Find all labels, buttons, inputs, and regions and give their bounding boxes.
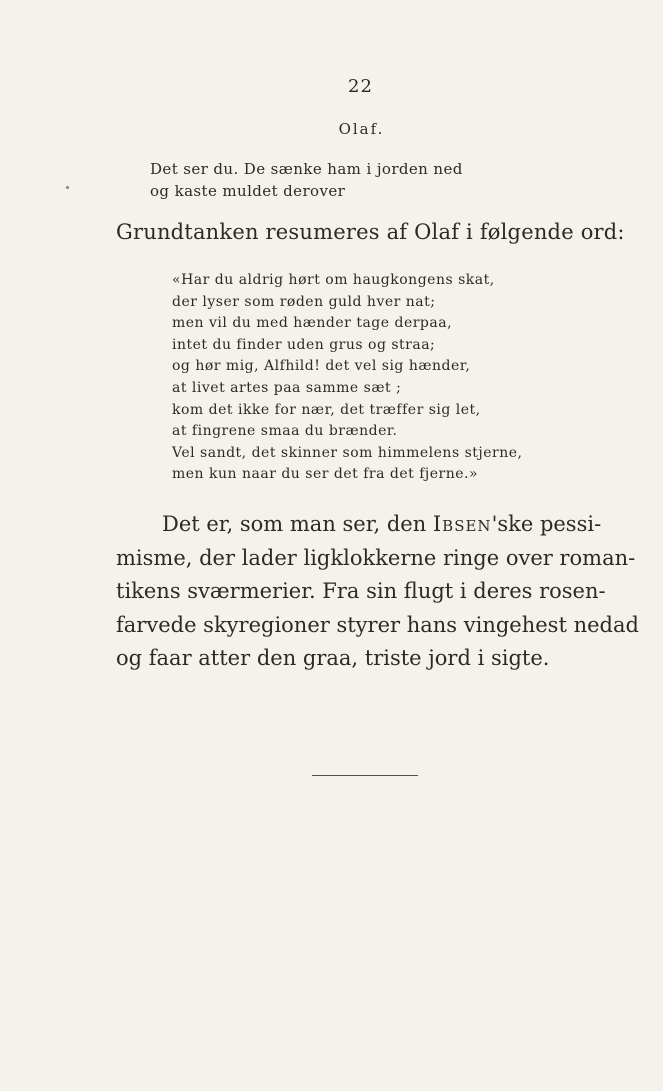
page-number: 22 <box>348 76 373 97</box>
dialogue-line: Det ser du. De sænke ham i jorden ned <box>150 160 463 178</box>
poem-line: at livet artes paa samme sæt ; <box>172 379 402 396</box>
paragraph-line <box>116 508 616 542</box>
poem-line: men kun naar du ser det fra det fjerne.» <box>172 466 479 483</box>
poem-quote <box>172 270 522 486</box>
author-name: Ibsen <box>432 512 492 536</box>
section-divider <box>312 775 418 776</box>
paragraph-line: og faar atter den graa, triste jord i sigte. <box>116 646 550 670</box>
intro-sentence: Grundtanken resumeres af Olaf i følgende ord: <box>116 220 625 244</box>
dialogue-line: og kaste muldet derover <box>150 182 346 200</box>
poem-line: at fingrene smaa du brænder. <box>172 423 398 440</box>
poem-line: intet du finder uden grus og straa; <box>172 336 436 353</box>
poem-line: og hør mig, Alfhild! det vel sig hænder, <box>172 358 471 375</box>
poem-line: Vel sandt, det skinner som himmelens stjerne, <box>172 444 523 461</box>
paragraph-text: Det er, som man ser, den <box>162 512 433 536</box>
poem-line: der lyser som røden guld hver nat; <box>172 293 436 310</box>
poem-line: «Har du aldrig hørt om haugkongens skat, <box>172 272 495 288</box>
paragraph-line: misme, der lader ligklokkerne ringe over roman- <box>116 545 636 570</box>
poem-line: men vil du med hænder tage derpaa, <box>172 315 453 332</box>
body-paragraph <box>116 508 639 676</box>
paragraph-text: 'ske pessi- <box>491 512 602 536</box>
dialogue-quote <box>150 158 463 202</box>
paragraph-line: tikens sværmerier. Fra sin flugt i deres rosen- <box>116 579 606 603</box>
paper-speck <box>66 186 69 189</box>
poem-line: kom det ikke for nær, det træffer sig let, <box>172 401 481 418</box>
paragraph-line: farvede skyregioner styrer hans vingehest nedad <box>116 612 639 637</box>
speaker-name: Olaf. <box>338 120 385 138</box>
